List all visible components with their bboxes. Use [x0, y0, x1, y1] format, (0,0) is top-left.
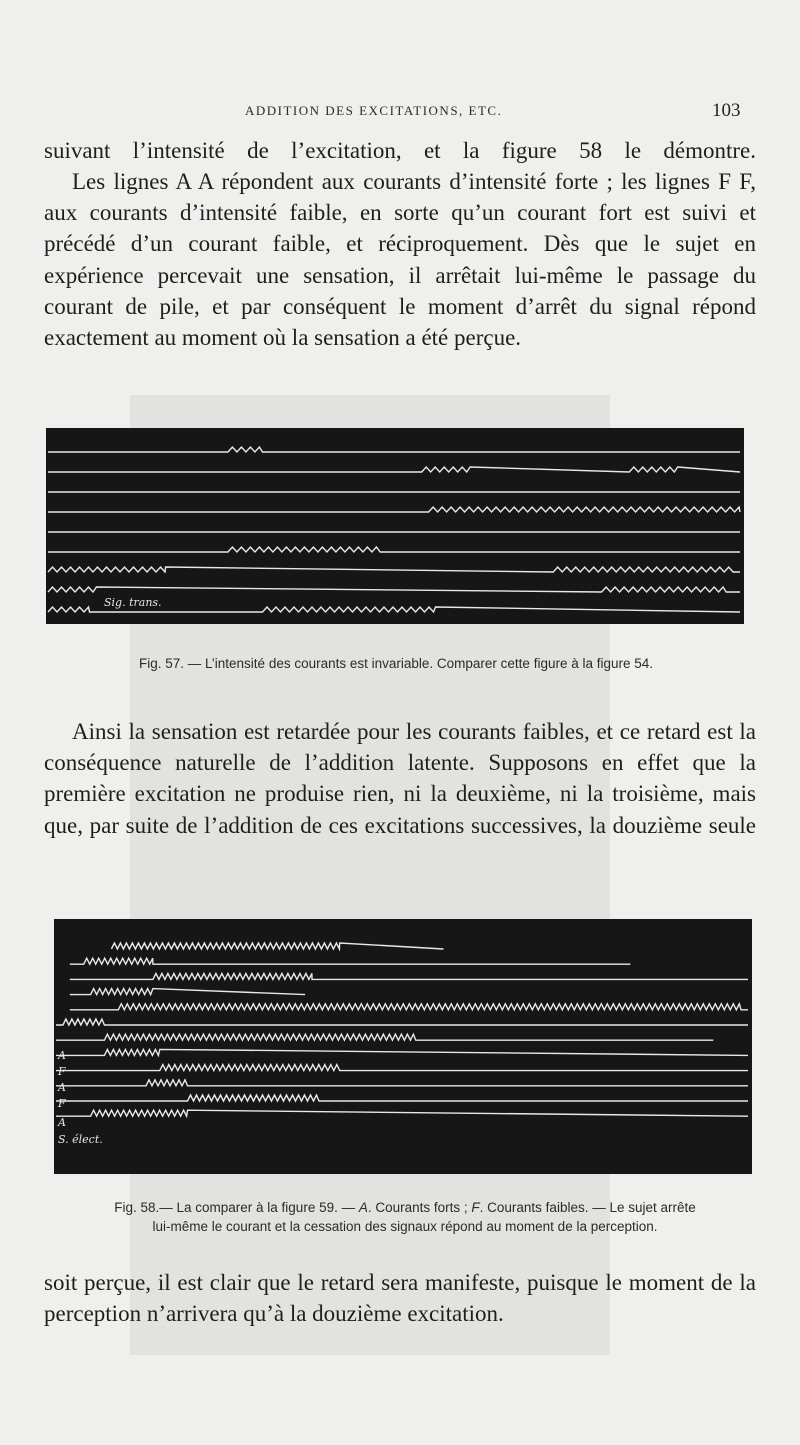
trace-4	[48, 507, 740, 512]
figure-58-caption-part-b: . Courants forts ;	[367, 1200, 472, 1215]
figure-57-label: Sig. trans.	[104, 596, 162, 609]
trace-4	[70, 989, 305, 995]
figure-58-caption-part-c: . Courants faibles. — Le sujet arrête	[479, 1200, 696, 1215]
trace-9	[56, 1065, 748, 1071]
figure-58-traces	[54, 919, 752, 1174]
trace-12	[56, 1110, 748, 1116]
trace-7	[56, 1034, 713, 1040]
trace-6	[56, 1019, 748, 1025]
figure-58-label-5: A	[58, 1116, 66, 1129]
figure-58-label-2: F	[58, 1065, 66, 1078]
page-number: 103	[712, 100, 741, 121]
figure-58-caption-a-letter: A	[358, 1200, 368, 1215]
trace-10	[56, 1080, 748, 1086]
trace-1	[48, 447, 740, 452]
trace-8	[56, 1049, 748, 1055]
paragraph-3: Ainsi la sensation est retardée pour les courants faibles, et ce retard est la conséquence naturelle de l’addition latente. Supposons en effet que la première excitation ne produise rien, ni la deuxième, ni la troisième, mais que, par suite de l’addition de ces excitations successives, la douzième seule	[44, 719, 756, 838]
trace-8	[48, 587, 740, 592]
figure-58-caption	[50, 1198, 760, 1236]
trace-2	[70, 958, 631, 964]
figure-57-caption-text: — L’intensité des courants est invariable. Comparer cette figure à la figure 54.	[184, 656, 654, 671]
trace-7	[48, 567, 740, 572]
figure-57-caption	[46, 656, 746, 671]
figure-58-label-3: A	[58, 1081, 66, 1094]
trace-3	[70, 973, 748, 979]
running-head: ADDITION DES EXCITATIONS, ETC.	[245, 103, 503, 118]
figure-57-traces	[46, 428, 744, 624]
figure-58-caption-line1	[50, 1198, 760, 1217]
paragraph-2: Les lignes A A répondent aux courants d’intensité forte ; les lignes F F, aux courants d’intensité faible, en sorte qu’un courant fort est suivi et précédé d’un courant faible, et réciproquement. Dès que le sujet en expérience percevait une sensation, il arrêtait lui-même le passage du courant de pile, et par conséquent le moment d’arrêt du signal répond exactement au moment où la sensation a été perçue.	[44, 169, 756, 351]
trace-11	[56, 1095, 748, 1101]
figure-58-label-1: A	[58, 1049, 66, 1062]
figure-58-caption-part-a: — La comparer à la figure 59. —	[159, 1200, 359, 1215]
trace-6	[48, 547, 740, 552]
figure-58-label-6: S. élect.	[58, 1133, 103, 1146]
trace-5	[70, 1004, 748, 1010]
paragraph-4: soit perçue, il est clair que le retard sera manifeste, puisque le moment de la perception n’arrivera qu’à la douzième excitation.	[44, 1270, 756, 1327]
figure-58-label-4: F	[58, 1097, 66, 1110]
figure-58-caption-line2: lui-même le courant et la cessation des signaux répond au moment de la perception.	[152, 1219, 658, 1234]
paragraph-1-continuation: suivant l’intensité de l’excitation, et la figure 58 le démontre.	[44, 138, 756, 163]
figure-58-caption-number: Fig. 58.	[114, 1200, 160, 1215]
figure-58-caption-f-letter: F	[471, 1200, 480, 1215]
figure-58	[54, 919, 752, 1174]
trace-2	[48, 467, 740, 472]
figure-57-caption-number: Fig. 57.	[138, 656, 185, 671]
trace-1	[111, 943, 443, 949]
figure-57	[46, 428, 744, 624]
